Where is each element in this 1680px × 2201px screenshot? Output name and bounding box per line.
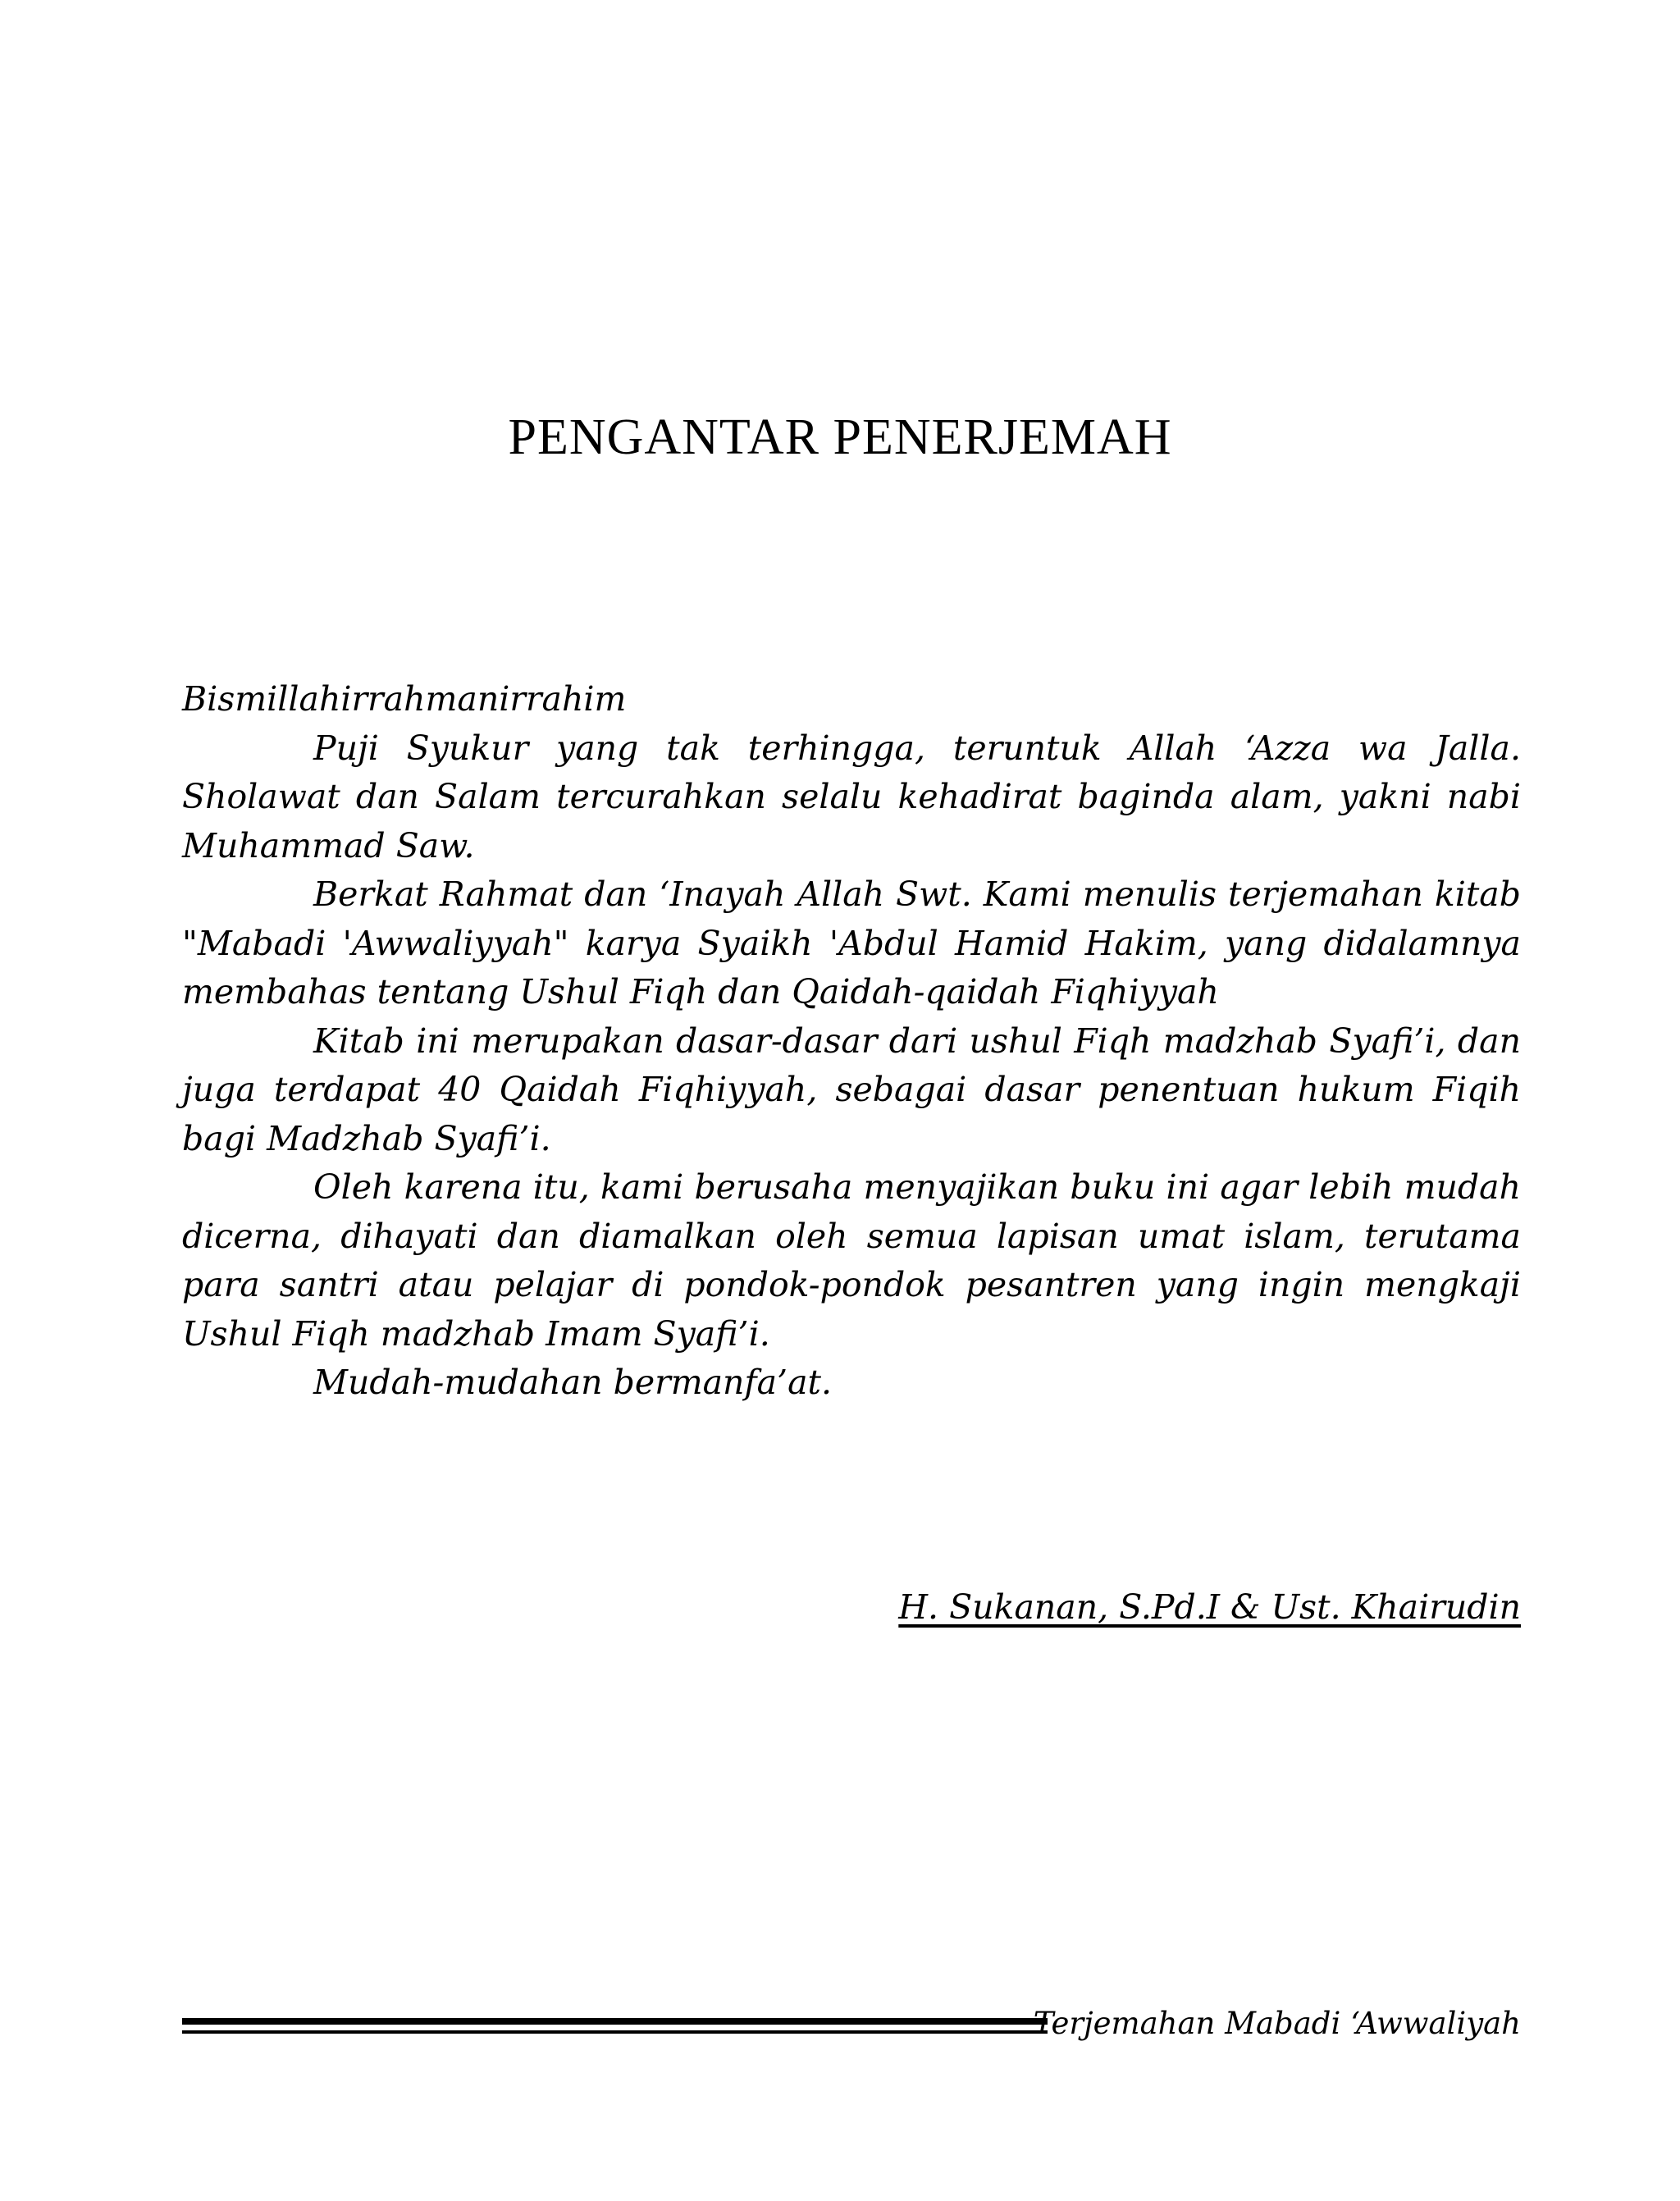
footer-divider-thin <box>182 2030 1048 2034</box>
paragraph-gratitude: Puji Syukur yang tak terhingga, teruntuk Allah ‘Azza wa Jalla. Sholawat dan Salam tercurahkan selalu kehadirat baginda alam, yakni nabi Muhammad Saw. <box>182 728 1521 865</box>
closing-line: Mudah-mudahan bermanfa’at. <box>313 1363 833 1402</box>
preface-body <box>182 675 1521 1408</box>
paragraph-translation: Berkat Rahmat dan ‘Inayah Allah Swt. Kami menulis terjemahan kitab "Mabadi 'Awwaliyyah" karya Syaikh 'Abdul Hamid Hakim, yang didalamnya membahas tentang Ushul Fiqh dan Qaidah-qaidah Fiqhiyyah <box>182 874 1521 1011</box>
footer-book-title: Terjemahan Mabadi ‘Awwaliyah <box>1033 2006 1521 2041</box>
page-title: PENGANTAR PENERJEMAH <box>508 409 1172 465</box>
greeting: Bismillahirrahmanirrahim <box>182 679 627 719</box>
footer-divider-thick <box>182 2018 1048 2025</box>
paragraph-book-content: Kitab ini merupakan dasar-dasar dari ushul Fiqh madzhab Syafi’i, dan juga terdapat 40 Qaidah Fiqhiyyah, sebagai dasar penentuan hukum Fiqih bagi Madzhab Syafi’i. <box>182 1021 1521 1158</box>
signature: H. Sukanan, S.Pd.I & Ust. Khairudin <box>898 1587 1521 1627</box>
paragraph-purpose: Oleh karena itu, kami berusaha menyajikan buku ini agar lebih mudah dicerna, dihayati dan diamalkan oleh semua lapisan umat islam, terutama para santri atau pelajar di pondok-pondok pesantren yang ingin mengkaji Ushul Fiqh madzhab Imam Syafi’i. <box>182 1167 1521 1354</box>
footer-divider <box>182 2018 1048 2036</box>
